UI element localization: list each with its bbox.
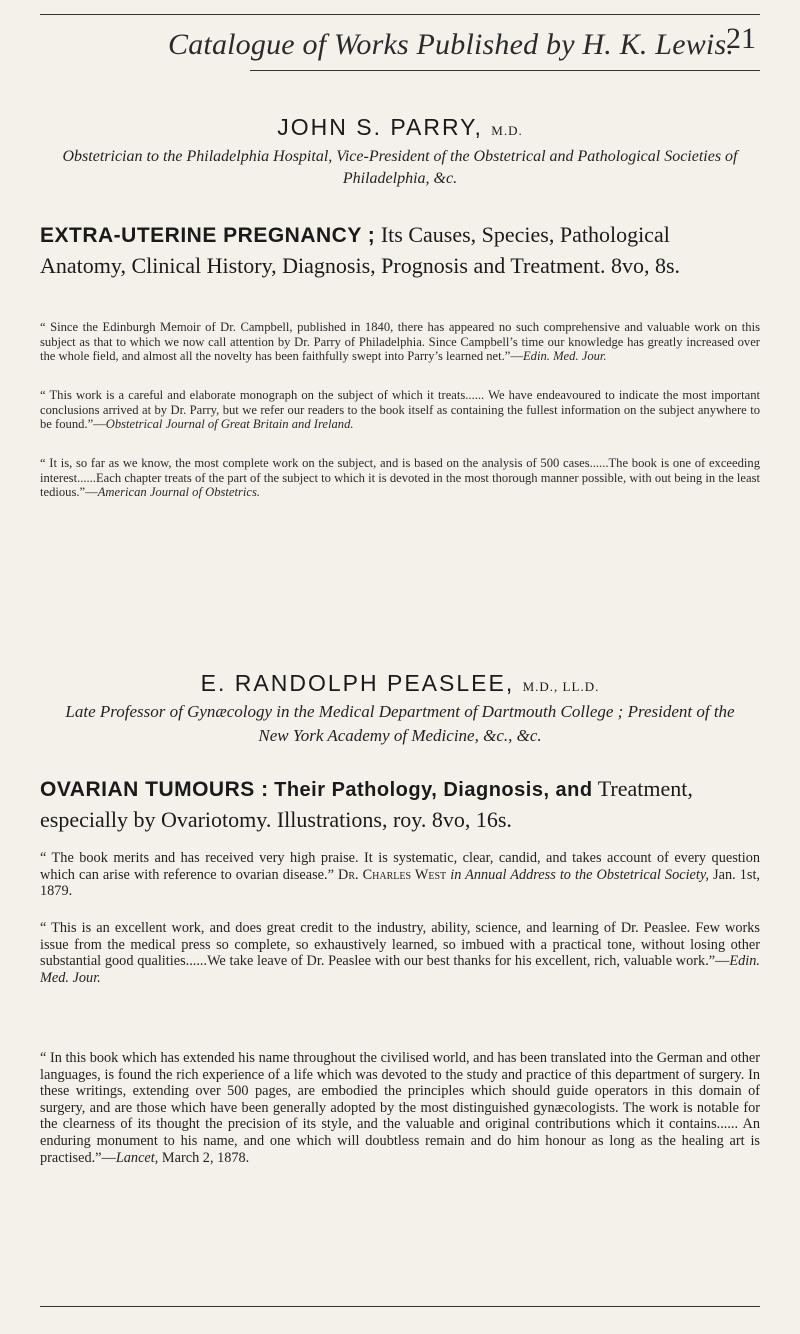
- book-title-caps: OVARIAN TUMOURS :: [40, 778, 269, 801]
- review-source: Edin. Med. Jour.: [40, 953, 760, 986]
- author-affiliation: Late Professor of Gynæcology in the Medical Department of Dartmouth College ; President of the New York Academy of Medicine, &c., &c.: [65, 702, 735, 745]
- review-text: “ Since the Edinburgh Memoir of Dr. Campbell, published in 1840, there has appeared no such comprehensive and valuable work on this subject as that to which we now call attention by Dr. Parry of Philadelphia. Since Campbell’s time our knowledge has greatly increased over the whole field, and almost all the novelty has been faithfully swept into Parry’s learned net.”—: [40, 320, 760, 363]
- page-number: 21: [726, 22, 756, 55]
- review-paragraph: [40, 920, 760, 986]
- author-degrees: M.D., LL.D.: [522, 679, 600, 694]
- review-date: Jan. 1st, 1879.: [40, 866, 760, 900]
- review-paragraph: [40, 1050, 760, 1166]
- book-title-rest: Its Causes, Species, Pathological Anatomy, Clinical History, Diagnosis, Prognosis and Treatment. 8vo, 8s.: [40, 222, 681, 278]
- book-title-rest: Treatment, especially by Ovariotomy. Illustrations, roy. 8vo, 16s.: [40, 776, 693, 832]
- review-source: American Journal of Obstetrics.: [97, 485, 261, 499]
- book-title-caps: EXTRA-UTERINE PREGNANCY ;: [40, 224, 376, 247]
- review-paragraph: [40, 388, 760, 432]
- review-date: March 2, 1878.: [161, 1149, 250, 1166]
- review-source: Lancet,: [115, 1149, 159, 1166]
- bottom-rule: [40, 1306, 760, 1307]
- author-peaslee: [40, 670, 760, 697]
- top-rule: [40, 14, 760, 15]
- review-text: “ This is an excellent work, and does great credit to the industry, ability, science, and learning of Dr. Peaslee. Few works issue from the medical press so complete, so exhaustively learned, so imbued with a practical tone, without losing other substantial good qualities......We take leave of Dr. Peaslee with our best thanks for his excellent, rich, valuable work.”—: [40, 920, 760, 970]
- author-affiliation: Obstetrician to the Philadelphia Hospital, Vice-President of the Obstetrical and Pathological Societies of Philadelphia, &c.: [62, 148, 738, 187]
- review-text: “ In this book which has extended his name throughout the civilised world, and has been translated into the German and other languages, is found the rich experience of a life which was devoted to the study and practice of this department of surgery. In these writings, extending over 500 pages, are embodied the principles which should guide operators in this domain of surgery, and are those which have been generally adopted by the most distinguished gynæcologists. The work is notable for the clearness of its thought the precision of its style, and the valuable and original contributions which it contains...... An enduring monument to his name, and one which will doubtless remain and do him honour as long as the healing art is practised.”—: [40, 1050, 760, 1166]
- author-name: JOHN S. PARRY,: [277, 114, 483, 140]
- header-rule: [250, 70, 760, 71]
- author-name: E. RANDOLPH PEASLEE,: [200, 670, 515, 696]
- review-source: in Annual Address to the Obstetrical Society,: [450, 866, 709, 883]
- author-parry: [40, 114, 760, 141]
- book-title-bold: Their Pathology, Diagnosis, and: [274, 779, 593, 801]
- review-paragraph: [40, 850, 760, 900]
- review-text: “ The book merits and has received very high praise. It is systematic, clear, candid, and takes account of every question which can arise with reference to ovarian disease.”: [40, 850, 760, 883]
- running-head: Catalogue of Works Published by H. K. Lewis.: [168, 28, 735, 61]
- reviewer-name: Dr. Charles West: [338, 866, 447, 883]
- review-paragraph: [40, 320, 760, 364]
- book-title-ovarian-tumours: [40, 774, 760, 835]
- review-paragraph: [40, 456, 760, 500]
- author-degrees: M.D.: [491, 123, 523, 138]
- page-header: [168, 22, 760, 66]
- book-title-extra-uterine: [40, 220, 760, 281]
- review-source: Edin. Med. Jour.: [522, 349, 607, 363]
- review-source: Obstetrical Journal of Great Britain and Ireland.: [105, 417, 354, 431]
- review-text: “ It is, so far as we know, the most complete work on the subject, and is based on the analysis of 500 cases......The book is one of exceeding interest......Each chapter treats of the part of the subject to which it is devoted in the most thorough manner possible, with out being in the least tedious.”—: [40, 456, 760, 499]
- review-text: “ This work is a careful and elaborate monograph on the subject of which it treats...... We have endeavoured to indicate the most important conclusions arrived at by Dr. Parry, but we refer our readers to the book itself as containing the fullest information on the subject anywhere to be found.”—: [40, 388, 760, 431]
- catalogue-page: [40, 0, 760, 1334]
